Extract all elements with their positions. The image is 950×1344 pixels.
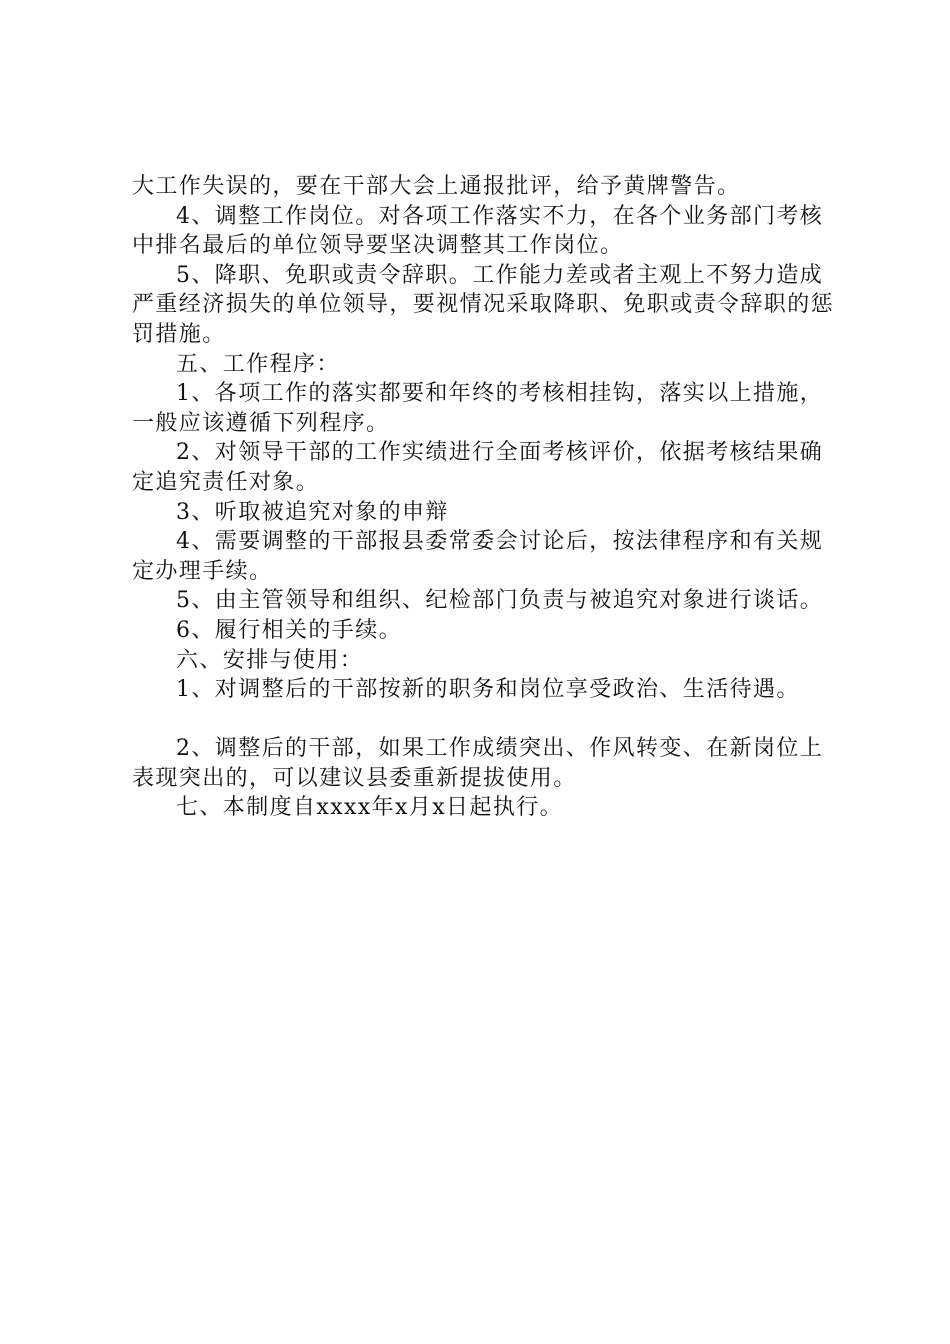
paragraph-13: 2、调整后的干部，如果工作成绩突出、作风转变、在新岗位上表现突出的，可以建议县委重新提拔使用。 — [132, 736, 824, 791]
section-heading-5: 五、工作程序： — [176, 351, 340, 377]
section-heading-7: 七、本制度自xxxx年x月x日起执行。 — [176, 795, 564, 821]
paragraph-10: 6、履行相关的手续。 — [176, 617, 402, 643]
paragraph-3: 5、降职、免职或责令辞职。工作能力差或者主观上不努力造成严重经济损失的单位领导，要视情况采取降职、免职或责令辞职的惩罚措施。 — [132, 262, 835, 347]
paragraph-1: 大工作失误的，要在干部大会上通报批评，给予黄牌警告。 — [132, 174, 741, 199]
paragraph-8: 4、需要调整的干部报县委常委会讨论后，按法律程序和有关规定办理手续。 — [132, 529, 824, 584]
paragraph-spacer — [132, 705, 842, 735]
paragraph-2: 4、调整工作岗位。对各项工作落实不力，在各个业务部门考核中排名最后的单位领导要坚决调整其工作岗位。 — [132, 203, 824, 259]
document-body — [132, 172, 842, 823]
paragraph-9: 5、由主管领导和组织、纪检部门负责与被追究对象进行谈话。 — [176, 588, 824, 614]
section-heading-6: 六、安排与使用： — [176, 647, 364, 673]
paragraph-6: 2、对领导干部的工作实绩进行全面考核评价，依据考核结果确定追究责任对象。 — [132, 440, 824, 495]
paragraph-5: 1、各项工作的落实都要和年终的考核相挂钩，落实以上措施，一般应该遵循下列程序。 — [132, 381, 824, 436]
paragraph-12: 1、对调整后的干部按新的职务和岗位享受政治、生活待遇。 — [176, 677, 800, 703]
paragraph-7: 3、听取被追究对象的申辩 — [176, 499, 449, 525]
